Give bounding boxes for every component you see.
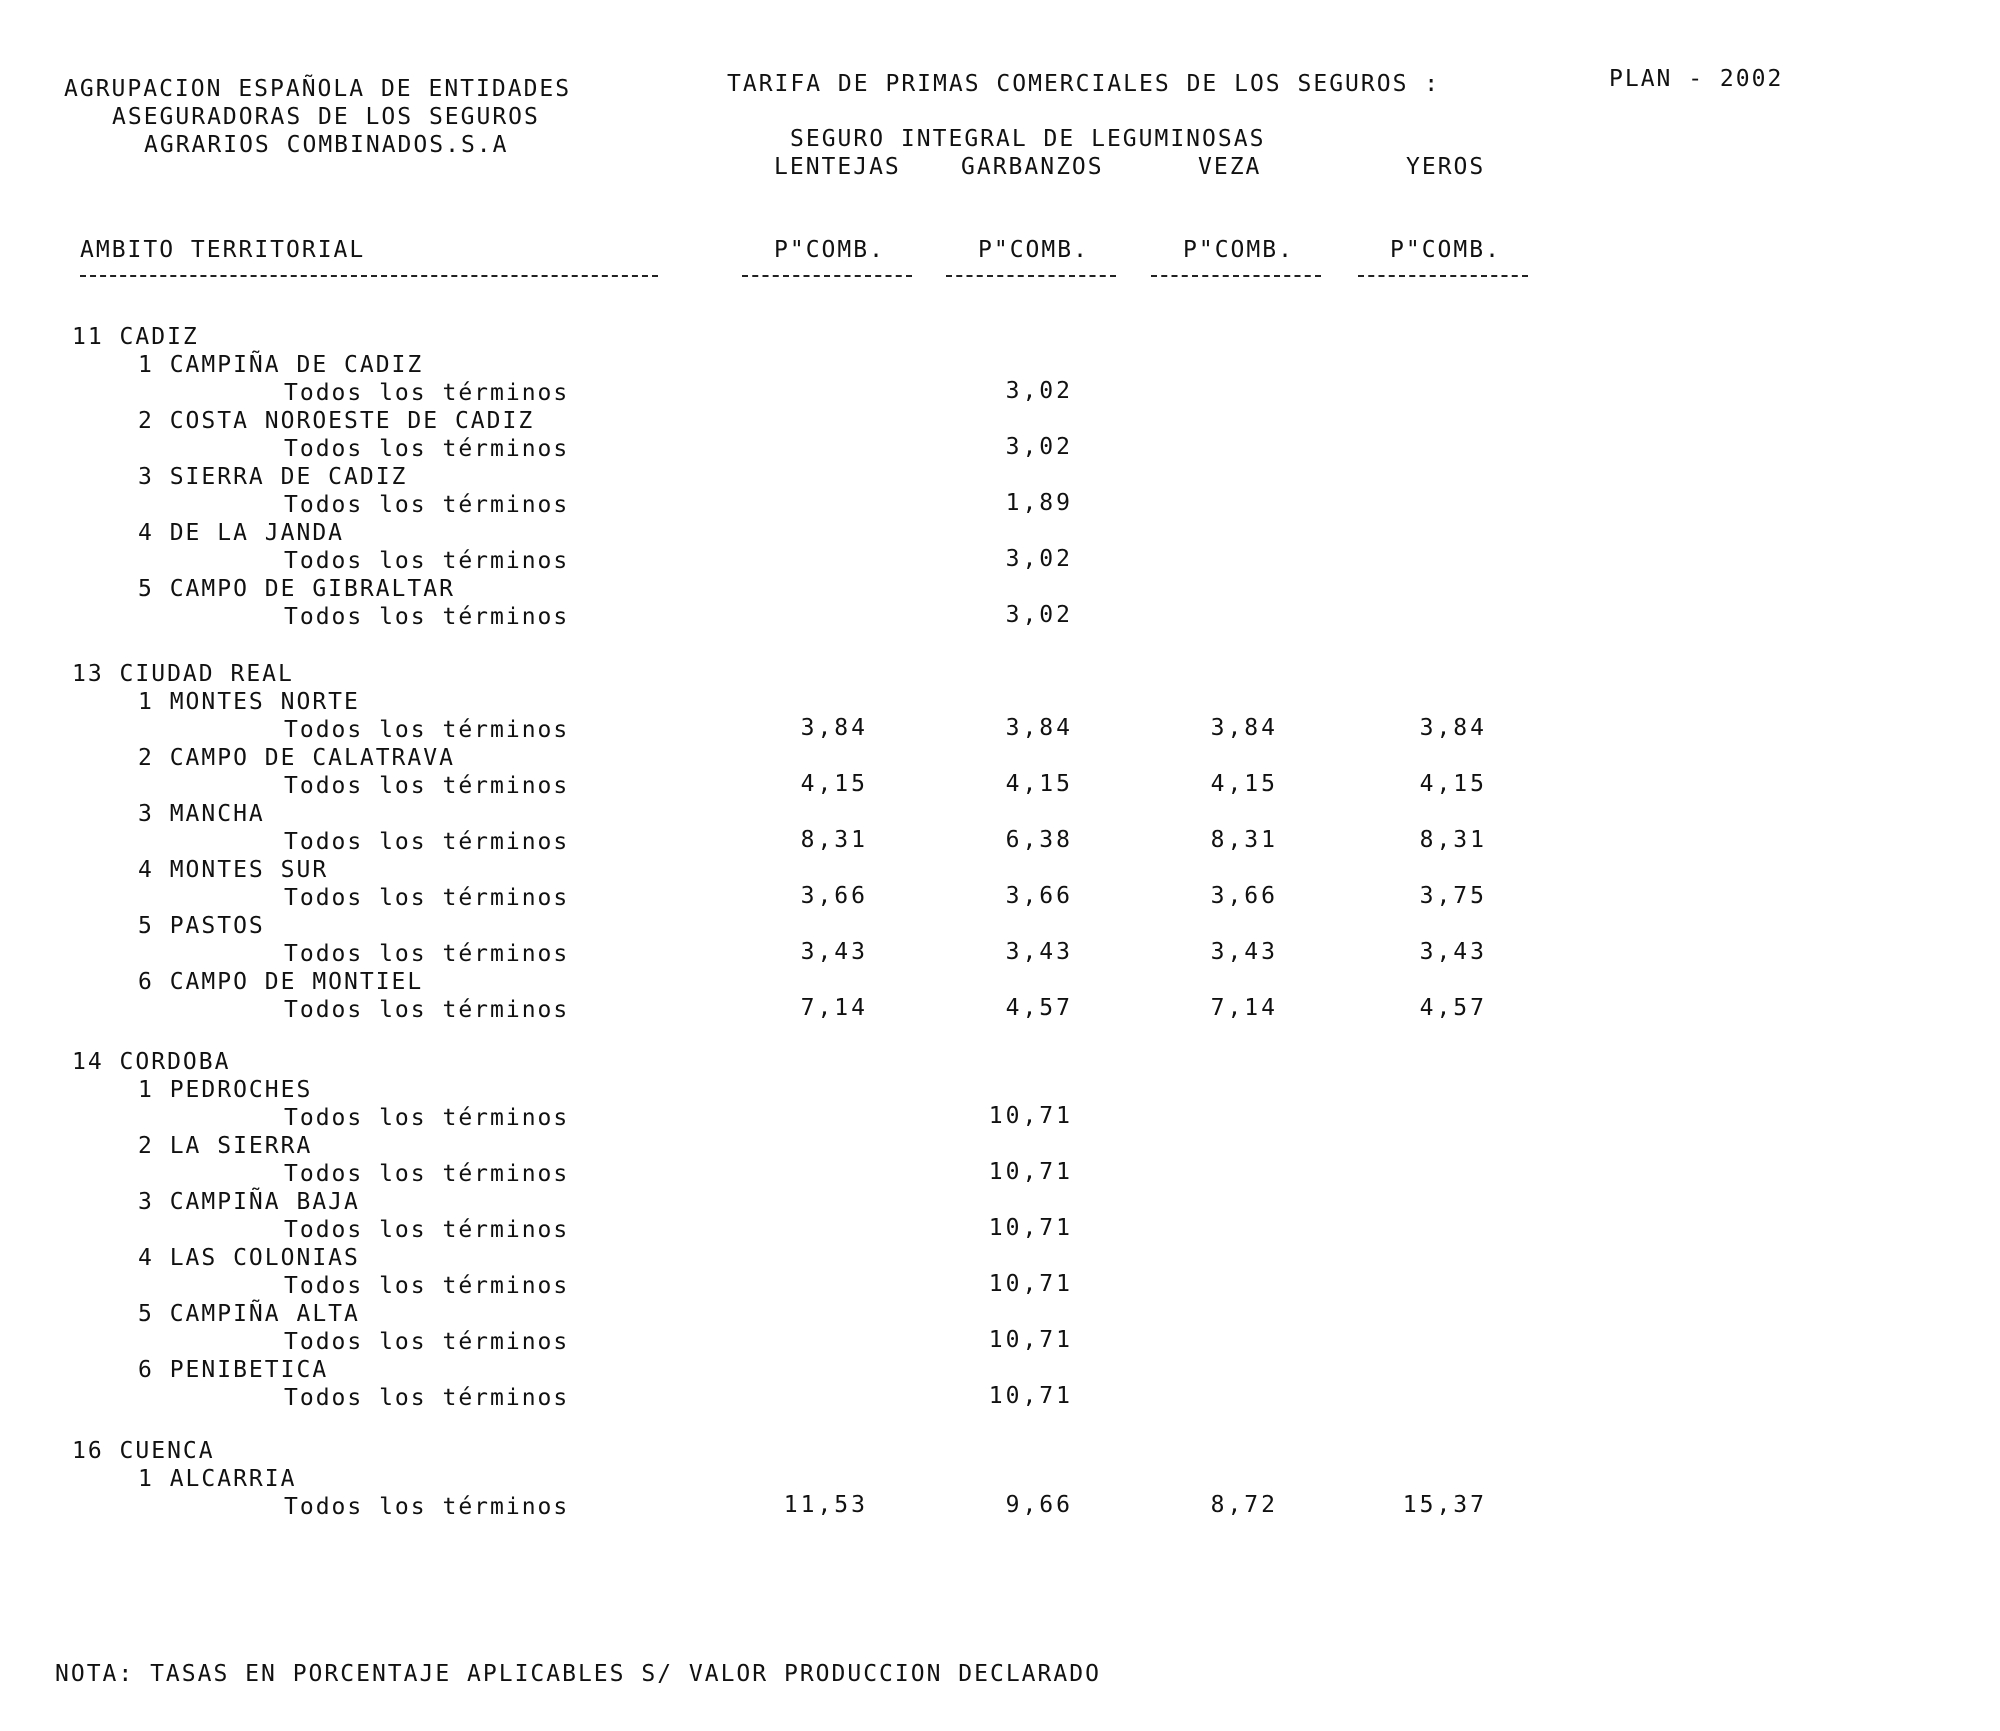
province-name: 11 CADIZ bbox=[72, 324, 199, 350]
rate-value: 10,71 bbox=[988, 1383, 1073, 1409]
term-label: Todos los términos bbox=[284, 829, 570, 855]
rate-value: 3,02 bbox=[1005, 434, 1073, 460]
crop-garbanzos: GARBANZOS bbox=[961, 154, 1104, 180]
rate-value: 4,15 bbox=[1210, 771, 1278, 797]
header-rule-garbanzos bbox=[946, 275, 1116, 277]
rate-value: 8,31 bbox=[800, 827, 868, 853]
rate-value: 6,38 bbox=[1005, 827, 1073, 853]
term-label: Todos los términos bbox=[284, 717, 570, 743]
rate-value: 10,71 bbox=[988, 1159, 1073, 1185]
rate-value: 7,14 bbox=[800, 995, 868, 1021]
term-label: Todos los términos bbox=[284, 1273, 570, 1299]
column-header-veza: P"COMB. bbox=[1183, 237, 1294, 263]
comarca-name: 1 CAMPIÑA DE CADIZ bbox=[138, 352, 424, 378]
comarca-name: 2 CAMPO DE CALATRAVA bbox=[138, 745, 455, 771]
column-header-lentejas: P"COMB. bbox=[774, 237, 885, 263]
term-label: Todos los términos bbox=[284, 1105, 570, 1131]
org-name-line-2: ASEGURADORAS DE LOS SEGUROS bbox=[112, 104, 540, 130]
header-rule-territory bbox=[80, 275, 658, 277]
comarca-name: 6 PENIBETICA bbox=[138, 1357, 329, 1383]
term-label: Todos los términos bbox=[284, 1217, 570, 1243]
province-name: 14 CORDOBA bbox=[72, 1049, 231, 1075]
term-label: Todos los términos bbox=[284, 885, 570, 911]
term-label: Todos los términos bbox=[284, 1385, 570, 1411]
rate-value: 10,71 bbox=[988, 1327, 1073, 1353]
territory-header: AMBITO TERRITORIAL bbox=[80, 237, 366, 263]
rate-value: 10,71 bbox=[988, 1215, 1073, 1241]
rate-value: 3,02 bbox=[1005, 378, 1073, 404]
rate-value: 10,71 bbox=[988, 1271, 1073, 1297]
rate-value: 3,02 bbox=[1005, 546, 1073, 572]
rate-value: 3,66 bbox=[800, 883, 868, 909]
term-label: Todos los términos bbox=[284, 436, 570, 462]
rate-value: 15,37 bbox=[1402, 1492, 1487, 1518]
rate-value: 8,31 bbox=[1210, 827, 1278, 853]
rate-value: 3,43 bbox=[1419, 939, 1487, 965]
rate-value: 9,66 bbox=[1005, 1492, 1073, 1518]
rate-value: 3,66 bbox=[1005, 883, 1073, 909]
footnote: NOTA: TASAS EN PORCENTAJE APLICABLES S/ VALOR PRODUCCION DECLARADO bbox=[55, 1661, 1101, 1687]
comarca-name: 6 CAMPO DE MONTIEL bbox=[138, 969, 424, 995]
rate-value: 3,84 bbox=[1210, 715, 1278, 741]
rate-value: 8,72 bbox=[1210, 1492, 1278, 1518]
crop-yeros: YEROS bbox=[1406, 154, 1486, 180]
column-header-garbanzos: P"COMB. bbox=[978, 237, 1089, 263]
comarca-name: 3 CAMPIÑA BAJA bbox=[138, 1189, 360, 1215]
header-rule-lentejas bbox=[742, 275, 912, 277]
comarca-name: 5 PASTOS bbox=[138, 913, 265, 939]
comarca-name: 3 MANCHA bbox=[138, 801, 265, 827]
rate-value: 4,15 bbox=[1419, 771, 1487, 797]
term-label: Todos los términos bbox=[284, 1161, 570, 1187]
term-label: Todos los términos bbox=[284, 1494, 570, 1520]
header-rule-veza bbox=[1151, 275, 1321, 277]
comarca-name: 4 DE LA JANDA bbox=[138, 520, 345, 546]
column-header-yeros: P"COMB. bbox=[1390, 237, 1501, 263]
rate-value: 11,53 bbox=[783, 1492, 868, 1518]
rate-value: 4,57 bbox=[1419, 995, 1487, 1021]
insurance-name: SEGURO INTEGRAL DE LEGUMINOSAS bbox=[790, 126, 1266, 152]
comarca-name: 4 MONTES SUR bbox=[138, 857, 329, 883]
province-name: 13 CIUDAD REAL bbox=[72, 661, 294, 687]
rate-value: 3,84 bbox=[800, 715, 868, 741]
province-name: 16 CUENCA bbox=[72, 1438, 215, 1464]
term-label: Todos los términos bbox=[284, 773, 570, 799]
rate-value: 3,43 bbox=[1005, 939, 1073, 965]
org-name-line-3: AGRARIOS COMBINADOS.S.A bbox=[144, 132, 509, 158]
rate-value: 3,75 bbox=[1419, 883, 1487, 909]
org-name-line-1: AGRUPACION ESPAÑOLA DE ENTIDADES bbox=[64, 76, 572, 102]
comarca-name: 2 LA SIERRA bbox=[138, 1133, 313, 1159]
term-label: Todos los términos bbox=[284, 380, 570, 406]
tariff-title: TARIFA DE PRIMAS COMERCIALES DE LOS SEGUROS : bbox=[727, 71, 1441, 97]
crop-veza: VEZA bbox=[1198, 154, 1262, 180]
rate-value: 3,02 bbox=[1005, 602, 1073, 628]
term-label: Todos los términos bbox=[284, 1329, 570, 1355]
comarca-name: 1 PEDROCHES bbox=[138, 1077, 313, 1103]
rate-value: 4,15 bbox=[1005, 771, 1073, 797]
comarca-name: 5 CAMPIÑA ALTA bbox=[138, 1301, 360, 1327]
rate-value: 3,84 bbox=[1419, 715, 1487, 741]
rate-value: 4,15 bbox=[800, 771, 868, 797]
header-rule-yeros bbox=[1358, 275, 1528, 277]
rate-value: 1,89 bbox=[1005, 490, 1073, 516]
rate-value: 4,57 bbox=[1005, 995, 1073, 1021]
term-label: Todos los términos bbox=[284, 997, 570, 1023]
rate-value: 10,71 bbox=[988, 1103, 1073, 1129]
term-label: Todos los términos bbox=[284, 941, 570, 967]
rate-value: 3,66 bbox=[1210, 883, 1278, 909]
comarca-name: 5 CAMPO DE GIBRALTAR bbox=[138, 576, 455, 602]
term-label: Todos los términos bbox=[284, 604, 570, 630]
rate-value: 3,84 bbox=[1005, 715, 1073, 741]
crop-lentejas: LENTEJAS bbox=[774, 154, 901, 180]
term-label: Todos los términos bbox=[284, 492, 570, 518]
rate-value: 3,43 bbox=[1210, 939, 1278, 965]
comarca-name: 1 ALCARRIA bbox=[138, 1466, 297, 1492]
rate-value: 8,31 bbox=[1419, 827, 1487, 853]
rate-value: 3,43 bbox=[800, 939, 868, 965]
comarca-name: 2 COSTA NOROESTE DE CADIZ bbox=[138, 408, 535, 434]
comarca-name: 4 LAS COLONIAS bbox=[138, 1245, 360, 1271]
comarca-name: 3 SIERRA DE CADIZ bbox=[138, 464, 408, 490]
rate-value: 7,14 bbox=[1210, 995, 1278, 1021]
comarca-name: 1 MONTES NORTE bbox=[138, 689, 360, 715]
plan-label: PLAN - 2002 bbox=[1609, 66, 1784, 92]
term-label: Todos los términos bbox=[284, 548, 570, 574]
